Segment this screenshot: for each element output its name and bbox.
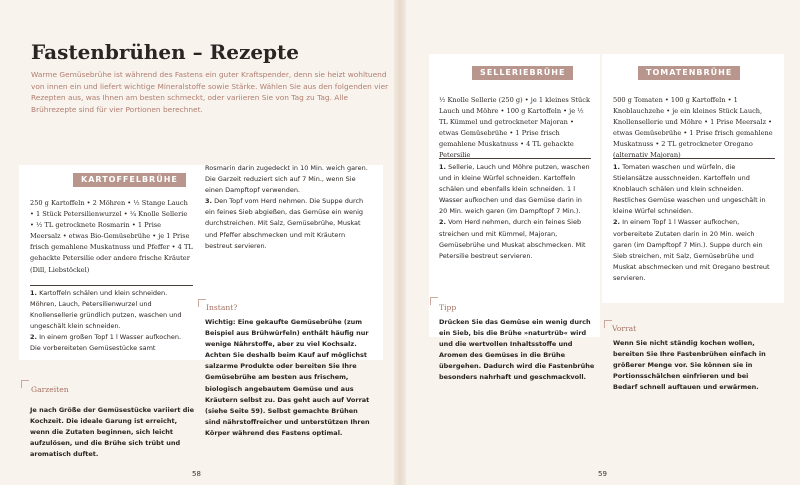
kartoffel-divider bbox=[30, 285, 193, 286]
vorrat-corner-icon bbox=[604, 320, 612, 328]
sellerie-step-1: Sellerie, Lauch und Möhre putzen, waschen und in kleine Würfel schneiden. Kartoffeln schälen und ebenfalls klein schneiden. 1 l Wasser aufkochen und das Gemüse darin in 20 Min. weich garen (im Dampftopf 7 Min.). bbox=[439, 163, 590, 216]
kartoffel-step-2: In einem großen Topf 1 l Wasser aufkochen. Die vorbereiteten Gemüsestücke samt bbox=[30, 333, 182, 353]
sellerie-ingredients: ½ Knolle Sellerie (250 g) • je 1 kleines Stück Lauch und Möhre • 100 g Kartoffeln • je ½ TL Kümmel und getrockneter Majoran • etwas Gemüsebrühe • 1 Prise frisch gemahlene Muskatnuss • 4 TL gehackte Petersilie bbox=[439, 96, 590, 160]
step-number: 1. bbox=[439, 163, 446, 171]
book-gutter bbox=[394, 0, 406, 485]
sellerie-divider bbox=[439, 158, 591, 159]
instant-corner-icon bbox=[198, 299, 206, 307]
step-number: 1. bbox=[30, 289, 37, 297]
kartoffel-step-2-continued: Rosmarin darin zugedeckt in 10 Min. weich garen. Die Garzeit reduziert sich auf 7 Min., wenn Sie einen Dampftopf verwenden. bbox=[205, 164, 368, 195]
tomaten-steps bbox=[613, 162, 775, 284]
kartoffel-step-1: Kartoffeln schälen und klein schneiden. Möhren, Lauch, Petersilienwurzel und Knollensellerie gründlich putzen, waschen und ungeschält klein schneiden. bbox=[30, 289, 182, 331]
sellerie-step-2: Vom Herd nehmen, durch ein feines Sieb streichen und mit Kümmel, Majoran, Gemüsebrühe und Muskat abschmecken. Mit Petersilie bestreut servieren. bbox=[439, 218, 586, 260]
page-number-left: 58 bbox=[192, 470, 201, 478]
garzeiten-corner-icon bbox=[21, 380, 29, 388]
garzeiten-heading: Garzeiten bbox=[31, 385, 69, 394]
instant-text: Wichtig: Eine gekaufte Gemüsebrühe (zum Beispiel aus Brühwürfeln) enthält häufig nur wenige Nährstoffe, aber zu viel Kochsalz. Achten Sie deshalb beim Kauf auf möglichst salzarme Produkte oder bereiten Sie Ihre Gemüsebrühe am besten aus frischem, biologisch angebautem Gemüse und aus Kräutern selbst zu. Das geht auch auf Vorrat (siehe Seite 59). Selbst gemachte Brühen sind nährstoffreicher und unterstützen Ihren Körper während des Fastens optimal. bbox=[205, 318, 370, 437]
instant-heading: Instant? bbox=[206, 303, 238, 312]
vorrat-text: Wenn Sie nicht ständig kochen wollen, bereiten Sie Ihre Fastenbrühen einfach in größerer Menge vor. Sie können sie in Portionsschälchen einfrieren und bei Bedarf schnell auftauen und erwärmen. bbox=[613, 339, 766, 392]
intro-text: Warme Gemüsebrühe ist während des Fastens ein guter Kraftspender, denn sie heizt wohltuend von innen ein und liefert wichtige Mineralstoffe sowie Stärke. Wählen Sie aus den folgenden vier Rezepten aus, was Ihnen am besten schmeckt, oder variieren Sie von Tag zu Tag. Alle Brührezepte sind für vier Portionen berechnet. bbox=[31, 70, 389, 114]
page-title: Fastenbrühen – Rezepte bbox=[31, 40, 299, 64]
vorrat-heading: Vorrat bbox=[612, 324, 637, 333]
kartoffel-badge: KARTOFFELBRÜHE bbox=[73, 173, 186, 187]
kartoffel-steps-continued bbox=[205, 163, 370, 252]
kartoffel-step-3: Den Topf vom Herd nehmen. Die Suppe durch ein feines Sieb abgießen, das Gemüse ein wenig durchstreichen. Mit Salz, Gemüsebrühe, Muskat und Pfeffer abschmecken und mit Kräutern bestreut servieren. bbox=[205, 197, 364, 250]
tipp-corner-icon bbox=[430, 297, 438, 305]
garzeiten-text: Je nach Größe der Gemüsestücke variiert die Kochzeit. Die ideale Garung ist erreicht, wenn die Zutaten beginnen, sich leicht aufzulösen, und die Brühe sich trübt und aromatisch duftet. bbox=[30, 406, 194, 459]
tomaten-divider bbox=[613, 158, 775, 159]
step-number: 1. bbox=[613, 163, 620, 171]
step-number: 2. bbox=[30, 333, 37, 342]
tipp-text: Drücken Sie das Gemüse ein wenig durch ein Sieb, bis die Brühe »naturtrüb« wird und die wertvollen Inhaltsstoffe und Aromen des Gemüses in die Brühe übergehen. Dadurch wird die Fastenbrühe besonders nahrhaft und geschmackvoll. bbox=[439, 318, 595, 382]
kartoffel-steps bbox=[30, 288, 193, 355]
tomaten-badge: TOMATENBRÜHE bbox=[638, 66, 740, 80]
page-number-right: 59 bbox=[598, 470, 607, 478]
tomaten-ingredients: 500 g Tomaten • 100 g Kartoffeln • 1 Knoblauchzehe • je ein kleines Stück Lauch, Knollensellerie und Möhre • 1 Prise Meersalz • etwas Gemüsebrühe • 1 Prise frisch gemahlene Muskatnuss • 2 TL getrockneter Oregano (alternativ Majoran) bbox=[613, 96, 773, 160]
step-number: 3. bbox=[205, 197, 212, 206]
tomaten-step-2: In einem Topf 1 l Wasser aufkochen, vorbereitete Zutaten darin in 20 Min. weich garen (im Dampftopf 7 Min.). Suppe durch ein Sieb streichen, mit Salz, Gemüsebrühe und Muskat abschmecken und mit Oregano bestreut servieren. bbox=[613, 218, 770, 282]
step-number: 2. bbox=[439, 218, 446, 227]
step-number: 2. bbox=[613, 218, 620, 227]
tomaten-step-1: Tomaten waschen und würfeln, die Stielansätze ausschneiden. Kartoffeln und Knoblauch schälen und klein schneiden. Restliches Gemüse waschen und ungeschält in kleine Würfel schneiden. bbox=[613, 163, 766, 216]
kartoffel-ingredients: 250 g Kartoffeln • 2 Möhren • ½ Stange Lauch • 1 Stück Petersilienwurzel • ¼ Knolle Sellerie • ½ TL getrocknete Rosmarin • 1 Prise Meersalz • etwas Bio-Gemüsebrühe • je 1 Prise frisch gemahlene Muskatnuss und Pfeffer • 4 TL gehackte Petersilie oder andere frische Kräuter (Dill, Liebstöckel) bbox=[30, 199, 193, 274]
sellerie-badge: SELLERIEBRÜHE bbox=[472, 66, 573, 80]
tipp-heading: Tipp bbox=[439, 303, 457, 312]
sellerie-steps bbox=[439, 162, 591, 262]
